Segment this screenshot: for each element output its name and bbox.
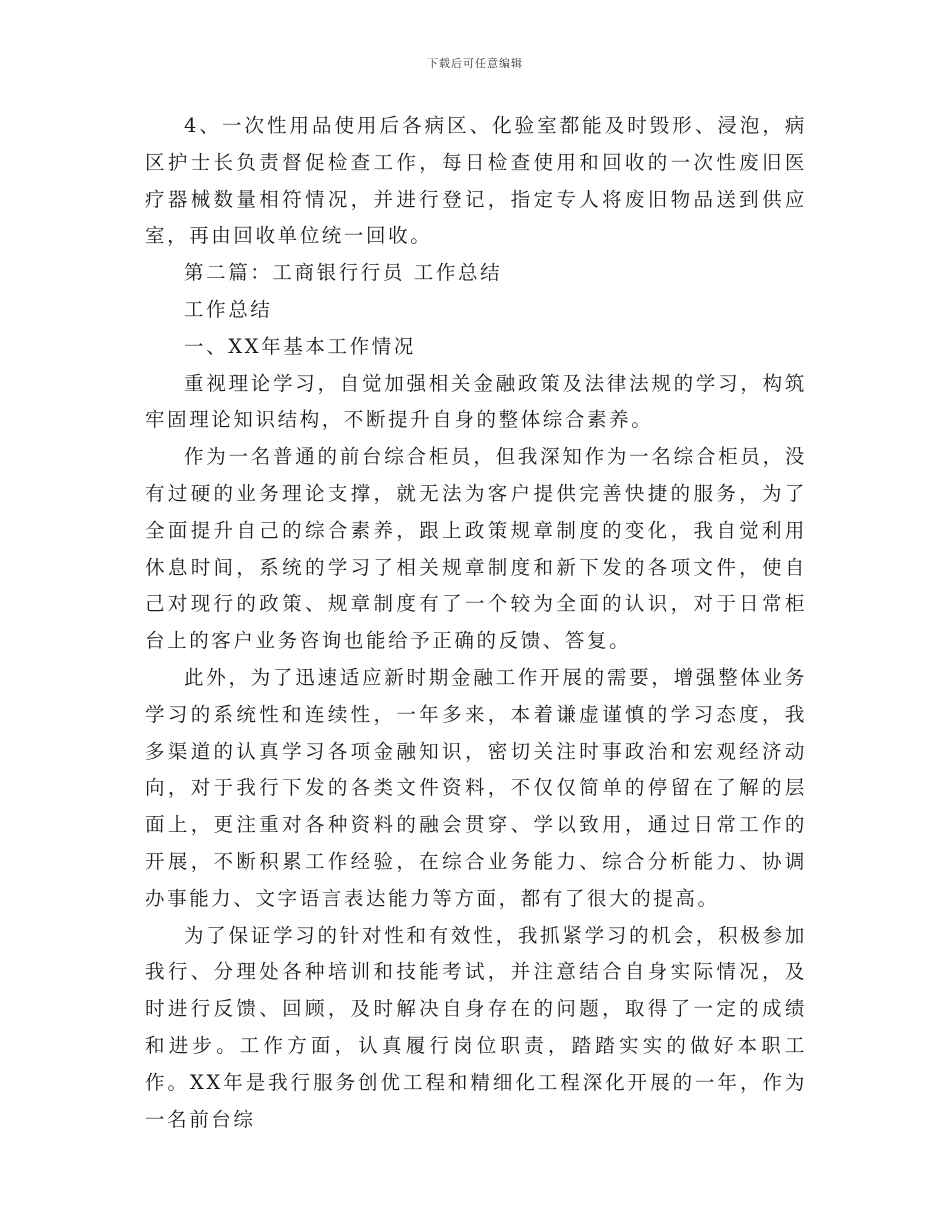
- paragraph-theory-study: 重视理论学习，自觉加强相关金融政策及法律法规的学习，构筑牢固理论知识结构，不断提升自身的整体综合素养。: [145, 371, 807, 432]
- paragraph-training-and-duties: 为了保证学习的针对性和有效性，我抓紧学习的机会，积极参加我行、分理处各种培训和技能考试，并注意结合自身实际情况，及时进行反馈、回顾，及时解决自身存在的问题，取得了一定的成绩和进步。工作方面，认真履行岗位职责，踏踏实实的做好本职工作。XX年是我行服务创优工程和精细化工程深化开展的一年，作为一名前台综: [145, 923, 807, 1131]
- heading-basic-work-situation: 一、XX年基本工作情况: [184, 334, 416, 358]
- paragraph-continuous-learning: 此外，为了迅速适应新时期金融工作开展的需要，增强整体业务学习的系统性和连续性，一年多来，本着谦虚谨慎的学习态度，我多渠道的认真学习各项金融知识，密切关注时事政治和宏观经济动向，对于我行下发的各类文件资料，不仅仅简单的停留在了解的层面上，更注重对各种资料的融会贯穿、学以致用，通过日常工作的开展，不断积累工作经验，在综合业务能力、综合分析能力、协调办事能力、文字语言表达能力等方面，都有了很大的提高。: [145, 665, 807, 910]
- page-header: 下载后可任意编辑: [427, 57, 523, 70]
- section-heading-second-article: 第二篇：工商银行行员 工作总结: [184, 261, 503, 285]
- heading-work-summary: 工作总结: [184, 297, 273, 321]
- paragraph-teller-role: 作为一名普通的前台综合柜员，但我深知作为一名综合柜员，没有过硬的业务理论支撑，就无法为客户提供完善快捷的服务，为了全面提升自己的综合素养，跟上政策规章制度的变化，我自觉利用休息时间，系统的学习了相关规章制度和新下发的各项文件，使自己对现行的政策、规章制度有了一个较为全面的认识，对于日常柜台上的客户业务咨询也能给予正确的反馈、答复。: [145, 445, 807, 653]
- document-body: [145, 108, 807, 1138]
- paragraph-disposable-items: 4、一次性用品使用后各病区、化验室都能及时毁形、浸泡，病区护士长负责督促检查工作，每日检查使用和回收的一次性废旧医疗器械数量相符情况，并进行登记，指定专人将废旧物品送到供应室，再由回收单位统一回收。: [145, 114, 807, 248]
